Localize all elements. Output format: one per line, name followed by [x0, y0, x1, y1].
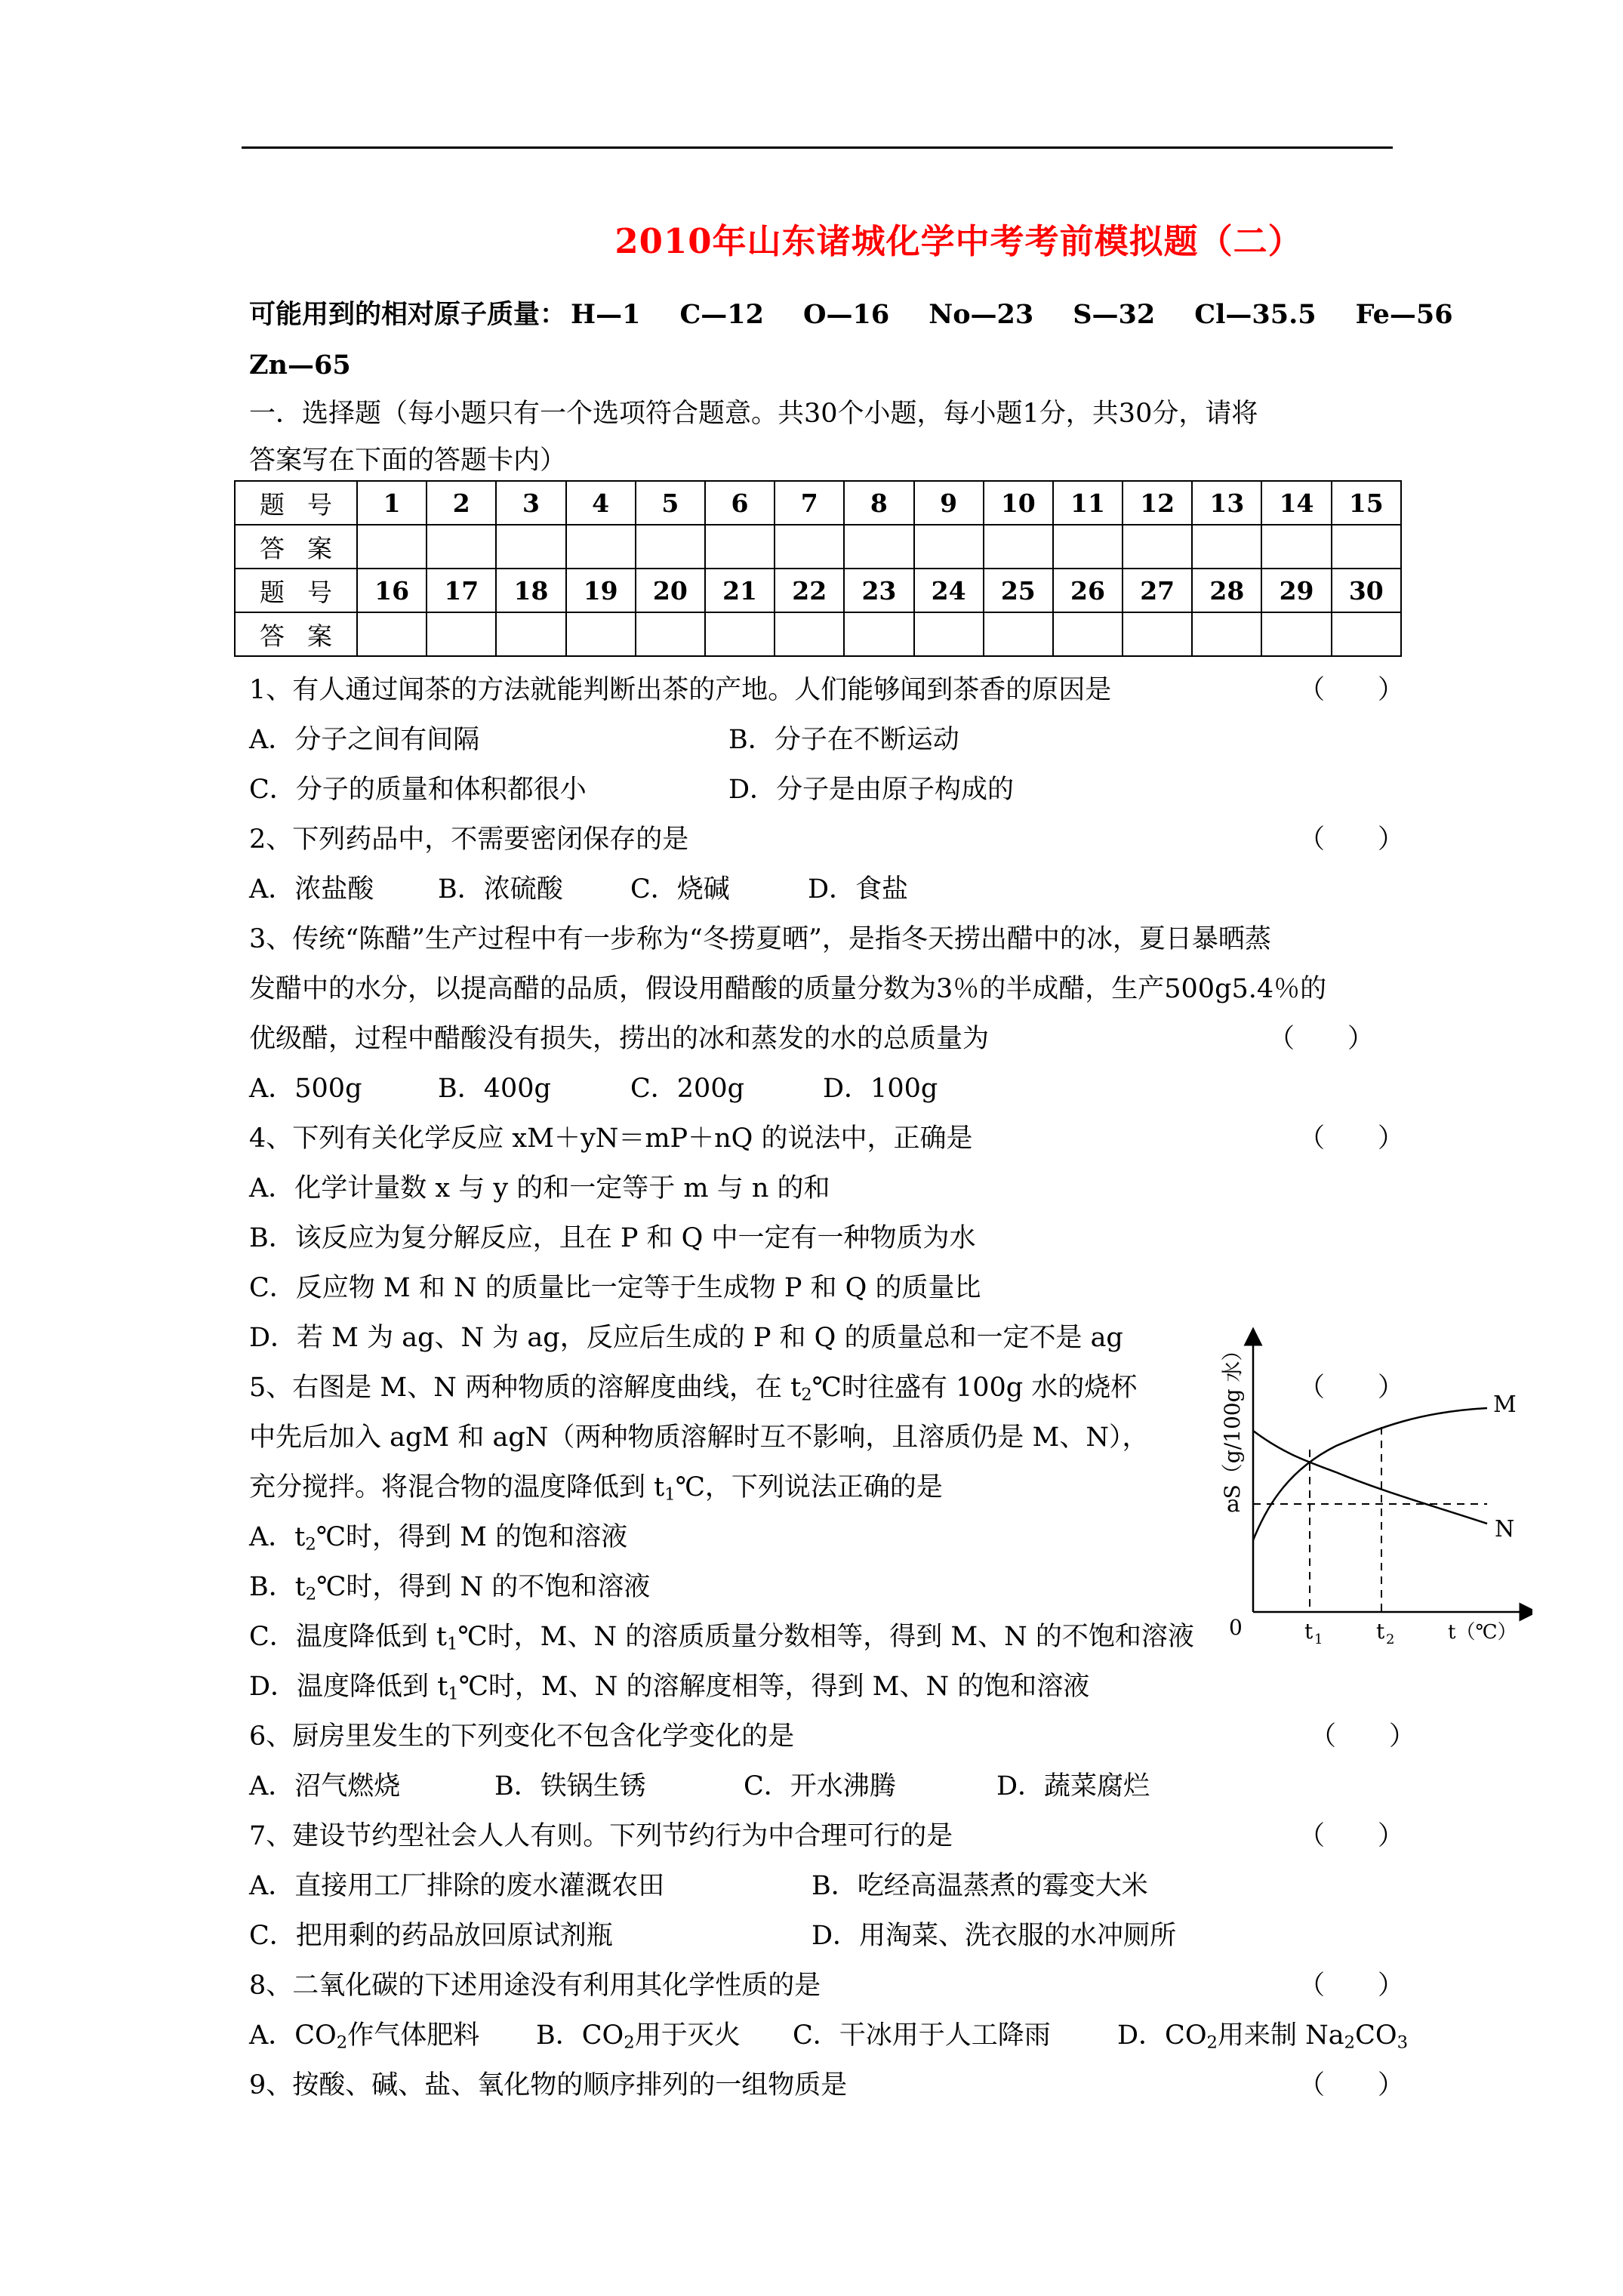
question-number: 24 — [914, 569, 984, 612]
mass-cl: Cl—35.5 — [1194, 299, 1317, 330]
answer-cell[interactable] — [1261, 612, 1331, 656]
question-number: 11 — [1053, 481, 1123, 525]
mass-o: O—16 — [803, 299, 890, 330]
q5-stem-line1 — [249, 1371, 1137, 1412]
answer-cell[interactable] — [427, 612, 496, 656]
q4-stem: 4、下列有关化学反应 xM＋yN＝mP＋nQ 的说法中，正确是 — [249, 1123, 973, 1154]
question-number: 10 — [984, 481, 1053, 525]
q1-answer-blank[interactable]: （ ） — [1298, 675, 1405, 705]
t2-subscript: 2 — [1386, 1632, 1395, 1647]
subscript: 2 — [1206, 2032, 1218, 2053]
answer-cell[interactable] — [775, 525, 844, 569]
option-text: A．t — [249, 1522, 306, 1552]
q7-option-b: B．吃经高温蒸煮的霉变大米 — [812, 1871, 1148, 1901]
answer-cell[interactable] — [1123, 525, 1192, 569]
answer-cell[interactable] — [636, 612, 705, 656]
answer-cell[interactable] — [566, 612, 636, 656]
answer-cell[interactable] — [1261, 525, 1331, 569]
answer-cell[interactable] — [1123, 612, 1192, 656]
q2-option-d: D．食盐 — [808, 874, 909, 905]
q3-stem-line1: 3、传统“陈醋”生产过程中有一步称为“冬捞夏晒”，是指冬天捞出醋中的冰，夏日暴晒蒸 — [249, 924, 1271, 954]
question-number: 4 — [566, 481, 636, 525]
q6-answer-blank[interactable]: （ ） — [1310, 1721, 1416, 1752]
question-number: 18 — [496, 569, 565, 612]
q3-option-d: D．100g — [823, 1074, 938, 1104]
answer-cell[interactable] — [775, 612, 844, 656]
option-text: 用于灭火 — [634, 2020, 741, 2051]
question-number: 15 — [1332, 481, 1401, 525]
q3-stem-line2: 发醋中的水分，以提高醋的品质，假设用醋酸的质量分数为3％的半成醋，生产500g5.4％的 — [249, 974, 1327, 1004]
subscript: 1 — [664, 1484, 676, 1505]
section-heading-2: 答案写在下面的答题卡内） — [249, 445, 567, 476]
answer-cell[interactable] — [914, 612, 984, 656]
subscript: 2 — [624, 2032, 635, 2053]
question-number: 20 — [636, 569, 705, 612]
q8-option-a — [249, 2019, 479, 2060]
option-text: CO — [1355, 2020, 1397, 2051]
question-number: 8 — [844, 481, 913, 525]
option-text: D．CO — [1117, 2020, 1207, 2051]
q2-option-a: A．浓盐酸 — [249, 874, 374, 905]
subscript: 1 — [446, 1634, 458, 1654]
q5-stem-text: ℃时往盛有 100g 水的烧杯 — [812, 1373, 1138, 1403]
q2-stem: 2、下列药品中，不需要密闭保存的是 — [249, 824, 689, 855]
subscript: 2 — [305, 1534, 316, 1555]
q5-option-d — [249, 1670, 1089, 1711]
question-number: 5 — [636, 481, 705, 525]
table-row-numbers-2 — [235, 569, 1401, 612]
mass-c: C—12 — [679, 299, 764, 330]
t2-label: t — [1376, 1619, 1385, 1644]
subscript: 2 — [1344, 2032, 1356, 2053]
q4-option-c: C．反应物 M 和 N 的质量比一定等于生成物 P 和 Q 的质量比 — [249, 1273, 981, 1303]
mass-s: S—32 — [1073, 299, 1156, 330]
header-rule — [242, 146, 1393, 149]
q2-option-b: B．浓硫酸 — [438, 874, 563, 905]
q8-option-c: C．干冰用于人工降雨 — [793, 2020, 1051, 2051]
curve-m — [1253, 1408, 1487, 1540]
solubility-curve-diagram — [1208, 1321, 1532, 1661]
q3-stem-line3: 优级醋，过程中醋酸没有损失，捞出的冰和蒸发的水的总质量为 — [249, 1024, 990, 1054]
question-number: 1 — [357, 481, 427, 525]
q2-option-c: C．烧碱 — [630, 874, 730, 905]
question-number: 22 — [775, 569, 844, 612]
answer-cell[interactable] — [1192, 612, 1261, 656]
q7-stem: 7、建设节约型社会人人有则。下列节约行为中合理可行的是 — [249, 1821, 953, 1851]
subscript: 2 — [336, 2032, 348, 2053]
answer-header: 答案 — [235, 612, 357, 656]
q5-option-a — [249, 1521, 627, 1561]
q4-option-b: B．该反应为复分解反应，且在 P 和 Q 中一定有一种物质为水 — [249, 1223, 976, 1253]
question-number: 3 — [496, 481, 565, 525]
option-text: B．CO — [536, 2020, 624, 2051]
q6-stem: 6、厨房里发生的下列变化不包含化学变化的是 — [249, 1721, 795, 1752]
q6-option-c: C．开水沸腾 — [744, 1771, 896, 1801]
answer-header: 答案 — [235, 525, 357, 569]
question-number: 23 — [844, 569, 913, 612]
page-title: 2010年山东诸城化学中考考前模拟题（二） — [614, 221, 1303, 261]
number-header: 题号 — [235, 569, 357, 612]
answer-cell[interactable] — [1053, 525, 1123, 569]
question-number: 13 — [1192, 481, 1261, 525]
q9-answer-blank[interactable]: （ ） — [1298, 2070, 1405, 2100]
q7-answer-blank[interactable]: （ ） — [1298, 1821, 1405, 1851]
y-axis-label: S（g/100g 水） — [1220, 1339, 1245, 1499]
subscript: 3 — [1397, 2032, 1409, 2053]
option-text: D．温度降低到 t — [249, 1672, 448, 1702]
question-number: 17 — [427, 569, 496, 612]
answer-cell[interactable] — [496, 525, 565, 569]
answer-cell[interactable] — [1332, 525, 1401, 569]
series-n-label: N — [1495, 1516, 1515, 1542]
answer-cell[interactable] — [914, 525, 984, 569]
answer-cell[interactable] — [1053, 612, 1123, 656]
answer-cell[interactable] — [357, 525, 427, 569]
question-number: 28 — [1192, 569, 1261, 612]
q5-stem-text: 5、右图是 M、N 两种物质的溶解度曲线，在 t — [249, 1373, 802, 1403]
question-number: 16 — [357, 569, 427, 612]
option-text: ℃时，得到 N 的不饱和溶液 — [316, 1572, 651, 1602]
q4-option-a: A．化学计量数 x 与 y 的和一定等于 m 与 n 的和 — [249, 1173, 830, 1203]
q7-option-d: D．用淘菜、洗衣服的水冲厕所 — [812, 1921, 1177, 1951]
q6-option-a: A．沼气燃烧 — [249, 1771, 401, 1801]
question-number: 9 — [914, 481, 984, 525]
subscript: 1 — [448, 1684, 459, 1704]
answer-cell[interactable] — [1192, 525, 1261, 569]
number-header: 题号 — [235, 481, 357, 525]
origin-label: 0 — [1229, 1615, 1243, 1640]
answer-cell[interactable] — [984, 525, 1053, 569]
q6-option-b: B．铁锅生锈 — [494, 1771, 646, 1801]
atomic-mass-label: 可能用到的相对原子质量： — [249, 299, 567, 330]
q5-option-b — [249, 1570, 650, 1611]
option-text: ℃时，M、N 的溶解度相等，得到 M、N 的饱和溶液 — [458, 1672, 1090, 1702]
answer-cell[interactable] — [427, 525, 496, 569]
option-text: 作气体肥料 — [347, 2020, 480, 2051]
answer-cell[interactable] — [566, 525, 636, 569]
mass-h: H—1 — [571, 299, 641, 330]
question-number: 14 — [1261, 481, 1331, 525]
q1-option-a: A．分子之间有间隔 — [249, 725, 480, 755]
q3-option-c: C．200g — [630, 1074, 744, 1104]
atomic-mass-line — [249, 298, 1453, 331]
q3-answer-blank[interactable]: （ ） — [1268, 1024, 1375, 1054]
question-number: 27 — [1123, 569, 1192, 612]
option-text: ℃时，得到 M 的饱和溶液 — [316, 1522, 628, 1552]
q7-option-c: C．把用剩的药品放回原试剂瓶 — [249, 1921, 613, 1951]
q5-stem-text: 充分搅拌。将混合物的温度降低到 t — [249, 1472, 665, 1502]
answer-cell[interactable] — [705, 612, 775, 656]
q1-option-b: B．分子在不断运动 — [728, 725, 959, 755]
q3-option-b: B．400g — [438, 1074, 551, 1104]
answer-cell[interactable] — [705, 525, 775, 569]
mass-zn: Zn—65 — [249, 350, 351, 381]
section-heading-1: 一．选择题（每小题只有一个选项符合题意。共30个小题，每小题1分，共30分，请将 — [249, 399, 1258, 429]
mass-na: No—23 — [929, 299, 1034, 330]
curve-n — [1253, 1431, 1487, 1524]
a-label: a — [1227, 1491, 1240, 1518]
answer-cell[interactable] — [844, 612, 913, 656]
subscript: 2 — [305, 1584, 317, 1604]
question-number: 19 — [566, 569, 636, 612]
question-number: 12 — [1123, 481, 1192, 525]
question-number: 25 — [984, 569, 1053, 612]
q8-option-b — [536, 2019, 741, 2060]
table-row-answers-1 — [235, 525, 1401, 569]
q8-option-d — [1117, 2019, 1408, 2060]
answer-cell[interactable] — [496, 612, 565, 656]
x-axis-label: t（℃） — [1448, 1621, 1517, 1644]
q5-stem-text: ℃，下列说法正确的是 — [675, 1472, 943, 1502]
t1-subscript: 1 — [1314, 1632, 1323, 1647]
q6-option-d: D．蔬菜腐烂 — [996, 1771, 1150, 1801]
question-number: 29 — [1261, 569, 1331, 612]
option-text: C．温度降低到 t — [249, 1622, 447, 1652]
answer-cell[interactable] — [636, 525, 705, 569]
answer-cell[interactable] — [357, 612, 427, 656]
q9-stem: 9、按酸、碱、盐、氧化物的顺序排列的一组物质是 — [249, 2070, 848, 2100]
question-number: 30 — [1332, 569, 1401, 612]
option-text: A．CO — [249, 2020, 337, 2051]
question-number: 21 — [705, 569, 775, 612]
answer-cell[interactable] — [984, 612, 1053, 656]
q5-answer-blank[interactable]: （ ） — [1298, 1373, 1405, 1403]
option-text: 用来制 Na — [1218, 2020, 1344, 2051]
q5-stem-line3 — [249, 1471, 943, 1512]
q5-option-c — [249, 1620, 1194, 1661]
q8-stem: 8、二氧化碳的下述用途没有利用其化学性质的是 — [249, 1971, 821, 2001]
answer-cell[interactable] — [844, 525, 913, 569]
subscript: 2 — [801, 1385, 812, 1405]
q1-option-d: D．分子是由原子构成的 — [728, 775, 1015, 805]
q3-option-a: A．500g — [249, 1074, 362, 1104]
table-row-answers-2 — [235, 612, 1401, 656]
answer-cell[interactable] — [1332, 612, 1401, 656]
q5-stem-line2: 中先后加入 agM 和 agN（两种物质溶解时互不影响，且溶质仍是 M、N）， — [249, 1422, 1149, 1453]
option-text: ℃时，M、N 的溶质质量分数相等，得到 M、N 的不饱和溶液 — [457, 1622, 1194, 1652]
q8-answer-blank[interactable]: （ ） — [1298, 1971, 1405, 2001]
option-text: B．t — [249, 1572, 306, 1602]
q1-stem: 1、有人通过闻茶的方法就能判断出茶的产地。人们能够闻到茶香的原因是 — [249, 675, 1112, 705]
t1-label: t — [1304, 1619, 1313, 1644]
q2-answer-blank[interactable]: （ ） — [1298, 824, 1405, 855]
series-m-label: M — [1493, 1391, 1517, 1418]
q4-answer-blank[interactable]: （ ） — [1298, 1123, 1405, 1154]
q1-option-c: C．分子的质量和体积都很小 — [249, 775, 587, 805]
table-row-numbers-1 — [235, 481, 1401, 525]
question-number: 6 — [705, 481, 775, 525]
question-number: 26 — [1053, 569, 1123, 612]
answer-card-table — [234, 480, 1402, 657]
question-number: 7 — [775, 481, 844, 525]
question-number: 2 — [427, 481, 496, 525]
mass-fe: Fe—56 — [1355, 299, 1453, 330]
q7-option-a: A．直接用工厂排除的废水灌溉农田 — [249, 1871, 665, 1901]
q4-option-d: D．若 M 为 ag、N 为 ag，反应后生成的 P 和 Q 的质量总和一定不是 ag — [249, 1323, 1123, 1353]
